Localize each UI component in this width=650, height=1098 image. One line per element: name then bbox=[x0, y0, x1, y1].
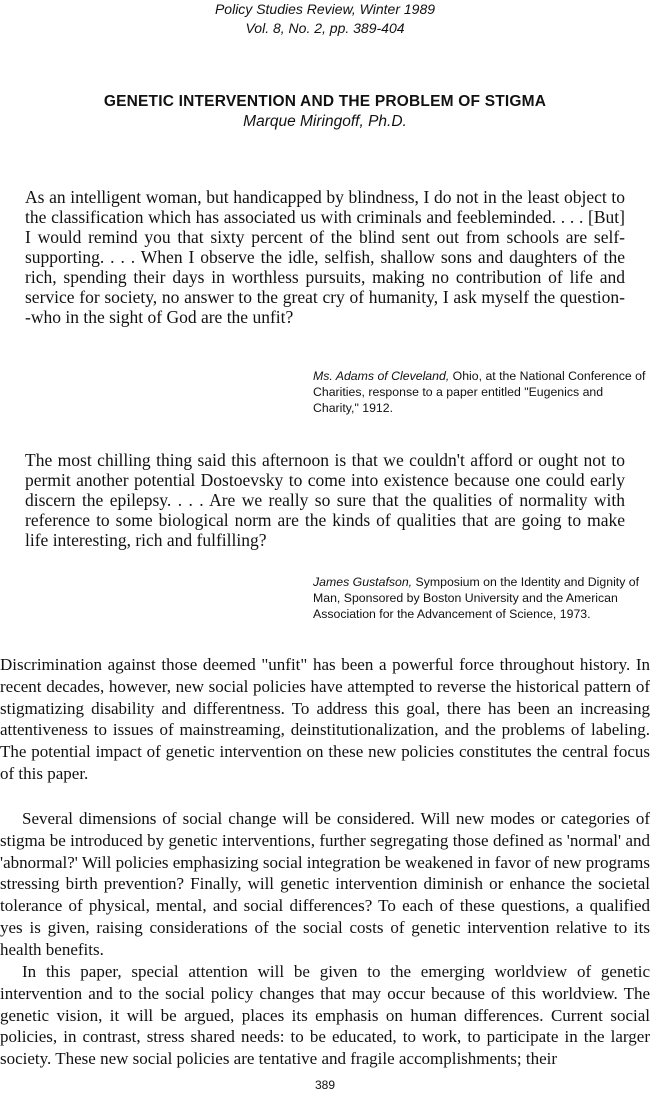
paragraph-text: Several dimensions of social change will be considered. Will new modes or categories of stigma be introduced by genetic interventions, further segregating those defined as 'normal' and 'abnormal?' Will policies emphasizing social integration be weakened in favor of new programs stressing birth prevention? Finally, will genetic intervention diminish or enhance the societal tolerance of physical, mental, and social differences? To each of these questions, a qualified yes is given, raising considerations of the social costs of genetic intervention relative to its health benefits. bbox=[0, 809, 650, 959]
body-paragraph-1 bbox=[0, 654, 650, 785]
epigraph-attribution-1 bbox=[313, 368, 649, 416]
paragraph-text: Discrimination against those deemed "unfit" has been a powerful force throughout history. In recent decades, however, new social policies have attempted to reverse the historical pattern of stigmatizing disability and differentness. To address this goal, there has been an increasing attentiveness to issues of mainstreaming, deinstitutionalization, and the problems of labeling. The potential impact of genetic intervention on these new policies constitutes the central focus of this paper. bbox=[0, 655, 650, 783]
epigraph-attribution-2 bbox=[313, 574, 649, 622]
attribution-name-1: Ms. Adams of Cleveland, bbox=[313, 369, 450, 383]
page-number: 389 bbox=[314, 1078, 336, 1092]
attribution-name-2: James Gustafson, bbox=[313, 575, 413, 589]
article-title: GENETIC INTERVENTION AND THE PROBLEM OF STIGMA bbox=[103, 93, 547, 110]
article-author: Marque Miringoff, Ph.D. bbox=[243, 113, 407, 130]
attribution-source-2: Symposium on the Identity and Dignity of Man, Sponsored by Boston University and the American Association for the Advancement of Science, 1973. bbox=[313, 575, 640, 621]
paragraph-text: In this paper, special attention will be given to the emerging worldview of genetic intervention and to the social policy changes that may occur because of this worldview. The genetic vision, it will be argued, places its emphasis on human differences. Current social policies, in contrast, stress shared needs: to be educated, to work, to participate in the larger society. These new social policies are tentative and fragile accomplishments; their bbox=[0, 962, 650, 1069]
volume-header: Vol. 8, No. 2, pp. 389-404 bbox=[245, 20, 405, 36]
epigraph-quote-2: The most chilling thing said this afternoon is that we couldn't afford or ought not to permit another potential Dostoevsky to come into existence because one could early discern the epilepsy. . . . Are we really so sure that the qualities of normality with reference to some biological norm are the kinds of qualities that are going to make life interesting, rich and fulfilling? bbox=[25, 450, 625, 550]
body-paragraph-3 bbox=[0, 961, 650, 1070]
body-paragraph-2 bbox=[0, 808, 650, 961]
attribution-source-1: Ohio, at the National Conference of Charities, response to a paper entitled "Eugenics and Charity," 1912. bbox=[313, 369, 646, 415]
journal-header: Policy Studies Review, Winter 1989 bbox=[214, 1, 436, 17]
epigraph-quote-1: As an intelligent woman, but handicapped by blindness, I do not in the least object to the classification which has associated us with criminals and feebleminded. . . . [But] I would remind you that sixty percent of the blind sent out from schools are self-supporting. . . . When I observe the idle, selfish, shallow sons and daughters of the rich, spending their days in worthless pursuits, making no contribution of life and service for society, no answer to the great cry of humanity, I ask myself the question--who in the sight of God are the unfit? bbox=[25, 187, 625, 327]
